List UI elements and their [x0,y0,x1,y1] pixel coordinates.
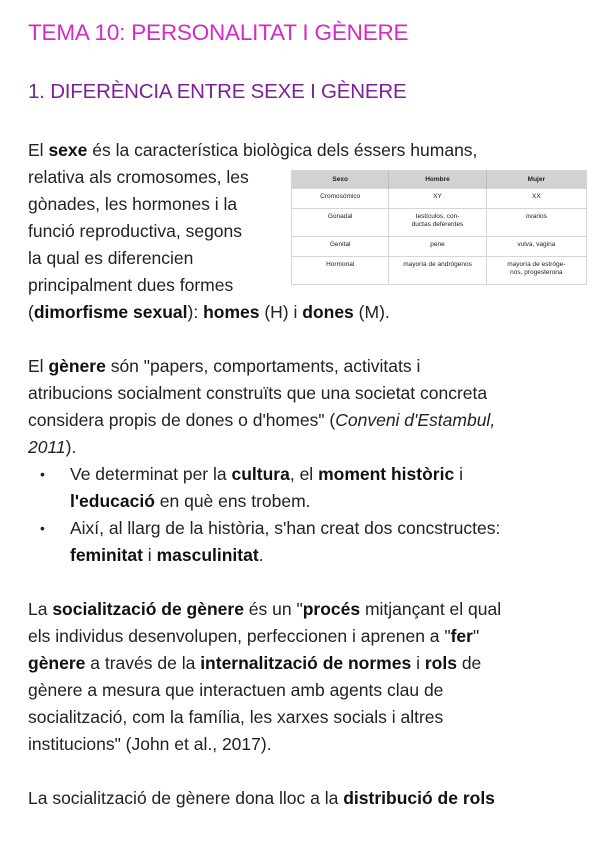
text-line: la qual es diferencien [28,248,194,268]
page-title: TEMA 10: PERSONALITAT I GÈNERE [28,20,409,45]
text-line: 2011). [28,437,77,457]
text-line: gènere a mesura que interactuen amb agents clau de [28,680,444,700]
text-line: funció reproductiva, segons [28,221,243,241]
table-cell: ovarios [486,209,586,237]
table-cell: XX [486,189,586,209]
table-cell: Genital [292,237,389,257]
text-line: institucions" (John et al., 2017). [28,734,272,754]
table-cell: testículos, con- ductas deferentes [389,209,486,237]
table-header-row [292,171,587,189]
sex-table [291,170,587,285]
text-line: relativa als cromosomes, les [28,167,249,187]
text-line: atribucions socialment construïts que una societat concreta [28,383,488,403]
text-line: La socialització de gènere és un "procés mitjançant el qual [28,599,502,619]
table-row [292,209,587,237]
text-line: (dimorfisme sexual): homes (H) i dones (M). [28,302,390,322]
table-row [292,189,587,209]
list-item: Així, al llarg de la història, s'han creat dos concstructes: [70,518,501,538]
table-cell: Gonadal [292,209,389,237]
table-cell: Cromosómico [292,189,389,209]
text-line: gònades, les hormones i la [28,194,238,214]
table-header: Mujer [486,171,586,189]
bullet-marker: • [40,520,45,536]
text-line: principalment dues formes [28,275,234,295]
table-header: Hombre [389,171,486,189]
bullet-marker: • [40,466,45,482]
list-item: Ve determinat per la cultura, el moment històric i [70,464,463,484]
text-line: gènere a través de la internalització de normes i rols de [28,653,482,673]
table-row [292,257,587,285]
text-line: socialització, com la família, les xarxes socials i altres [28,707,444,727]
table-cell: vulva, vagina [486,237,586,257]
text-line: considera propis de dones o d'homes" (Conveni d'Estambul, [28,410,496,430]
text-line: els individus desenvolupen, perfeccionen i aprenen a "fer" [28,626,480,646]
table-header: Sexo [292,171,389,189]
text-line: El sexe és la característica biològica dels éssers humans, [28,140,478,160]
table-cell: mayoría de estróge- nos, progesterona [486,257,586,285]
table-cell: Hormonal [292,257,389,285]
table-row [292,237,587,257]
table-cell: pene [389,237,486,257]
list-item-continuation: l'educació en què ens trobem. [70,491,311,511]
table-cell: mayoría de andrógenos [389,257,486,285]
list-item-continuation: feminitat i masculinitat. [70,545,264,565]
section-heading: 1. DIFERÈNCIA ENTRE SEXE I GÈNERE [28,80,407,103]
text-line: El gènere són "papers, comportaments, activitats i [28,356,421,376]
table-cell: XY [389,189,486,209]
text-line: La socialització de gènere dona lloc a la distribució de rols [28,788,495,808]
